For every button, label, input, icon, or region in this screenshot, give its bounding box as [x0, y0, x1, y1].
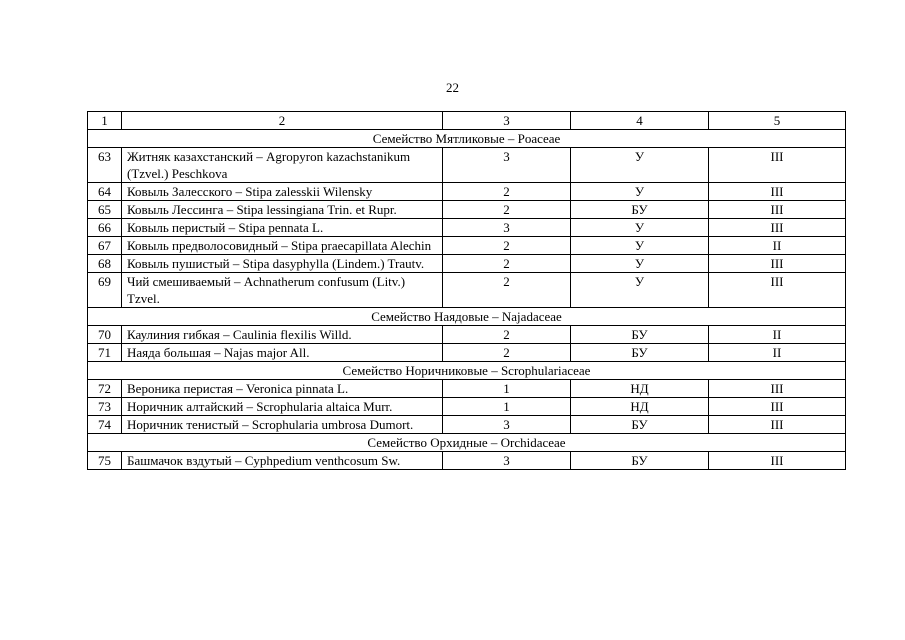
species-priority: III	[709, 255, 846, 273]
species-status: БУ	[571, 452, 709, 470]
species-category: 2	[443, 273, 571, 308]
table-row	[88, 380, 846, 398]
species-table	[87, 111, 846, 470]
species-category: 1	[443, 380, 571, 398]
species-number: 66	[88, 219, 122, 237]
species-priority: III	[709, 201, 846, 219]
column-header-1: 1	[88, 112, 122, 130]
species-priority: III	[709, 416, 846, 434]
species-name: Ковыль перистый – Stipa pennata L.	[122, 219, 443, 237]
species-status: БУ	[571, 344, 709, 362]
species-number: 67	[88, 237, 122, 255]
species-category: 2	[443, 255, 571, 273]
column-header-3: 3	[443, 112, 571, 130]
family-heading: Семейство Мятликовые – Poaceae	[88, 130, 846, 148]
species-category: 2	[443, 237, 571, 255]
species-number: 72	[88, 380, 122, 398]
species-name: Ковыль пушистый – Stipa dasyphylla (Lindem.) Trautv.	[122, 255, 443, 273]
species-name: Наяда большая – Najas major All.	[122, 344, 443, 362]
family-heading: Семейство Орхидные – Orchidaceae	[88, 434, 846, 452]
species-status: НД	[571, 398, 709, 416]
table-row	[88, 201, 846, 219]
table-row	[88, 183, 846, 201]
species-status: БУ	[571, 326, 709, 344]
table-row	[88, 148, 846, 183]
species-priority: III	[709, 452, 846, 470]
species-number: 68	[88, 255, 122, 273]
column-header-5: 5	[709, 112, 846, 130]
species-priority: III	[709, 398, 846, 416]
species-status: У	[571, 148, 709, 183]
species-priority: II	[709, 344, 846, 362]
species-priority: II	[709, 237, 846, 255]
species-name: Житняк казахстанский – Agropyron kazachstanikum (Tzvel.) Peschkova	[122, 148, 443, 183]
table-row	[88, 219, 846, 237]
species-category: 3	[443, 416, 571, 434]
species-number: 63	[88, 148, 122, 183]
species-category: 3	[443, 148, 571, 183]
species-priority: III	[709, 219, 846, 237]
species-status: НД	[571, 380, 709, 398]
table-row	[88, 237, 846, 255]
table-row	[88, 416, 846, 434]
column-header-row	[88, 112, 846, 130]
species-number: 69	[88, 273, 122, 308]
species-category: 1	[443, 398, 571, 416]
species-number: 75	[88, 452, 122, 470]
species-number: 71	[88, 344, 122, 362]
species-number: 73	[88, 398, 122, 416]
species-name: Вероника перистая – Veronica pinnata L.	[122, 380, 443, 398]
species-status: У	[571, 183, 709, 201]
species-status: БУ	[571, 416, 709, 434]
family-row	[88, 308, 846, 326]
species-name: Ковыль Залесского – Stipa zalesskii Wilensky	[122, 183, 443, 201]
table-row	[88, 273, 846, 308]
column-header-2: 2	[122, 112, 443, 130]
species-category: 2	[443, 201, 571, 219]
species-name: Чий смешиваемый – Achnatherum confusum (Litv.) Tzvel.	[122, 273, 443, 308]
species-priority: III	[709, 273, 846, 308]
species-name: Каулиния гибкая – Caulinia flexilis Willd.	[122, 326, 443, 344]
species-name: Ковыль предволосовидный – Stipa praecapillata Alechin	[122, 237, 443, 255]
species-status: У	[571, 273, 709, 308]
species-priority: III	[709, 183, 846, 201]
species-number: 70	[88, 326, 122, 344]
species-number: 65	[88, 201, 122, 219]
species-category: 3	[443, 452, 571, 470]
species-name: Ковыль Лессинга – Stipa lessingiana Trin. et Rupr.	[122, 201, 443, 219]
species-priority: II	[709, 326, 846, 344]
family-row	[88, 130, 846, 148]
species-category: 2	[443, 344, 571, 362]
family-row	[88, 362, 846, 380]
species-name: Башмачок вздутый – Cyphpedium venthcosum Sw.	[122, 452, 443, 470]
species-number: 74	[88, 416, 122, 434]
species-priority: III	[709, 380, 846, 398]
species-status: БУ	[571, 201, 709, 219]
table-row	[88, 344, 846, 362]
species-status: У	[571, 219, 709, 237]
table-row	[88, 255, 846, 273]
species-number: 64	[88, 183, 122, 201]
page-number: 22	[446, 80, 459, 95]
species-status: У	[571, 237, 709, 255]
table-row	[88, 452, 846, 470]
family-row	[88, 434, 846, 452]
species-category: 2	[443, 183, 571, 201]
species-priority: III	[709, 148, 846, 183]
species-name: Норичник тенистый – Scrophularia umbrosa Dumort.	[122, 416, 443, 434]
species-status: У	[571, 255, 709, 273]
species-name: Норичник алтайский – Scrophularia altaica Murr.	[122, 398, 443, 416]
column-header-4: 4	[571, 112, 709, 130]
species-category: 2	[443, 326, 571, 344]
table-row	[88, 398, 846, 416]
family-heading: Семейство Наядовые – Najadaceae	[88, 308, 846, 326]
table-row	[88, 326, 846, 344]
family-heading: Семейство Норичниковые – Scrophulariaceae	[88, 362, 846, 380]
species-category: 3	[443, 219, 571, 237]
